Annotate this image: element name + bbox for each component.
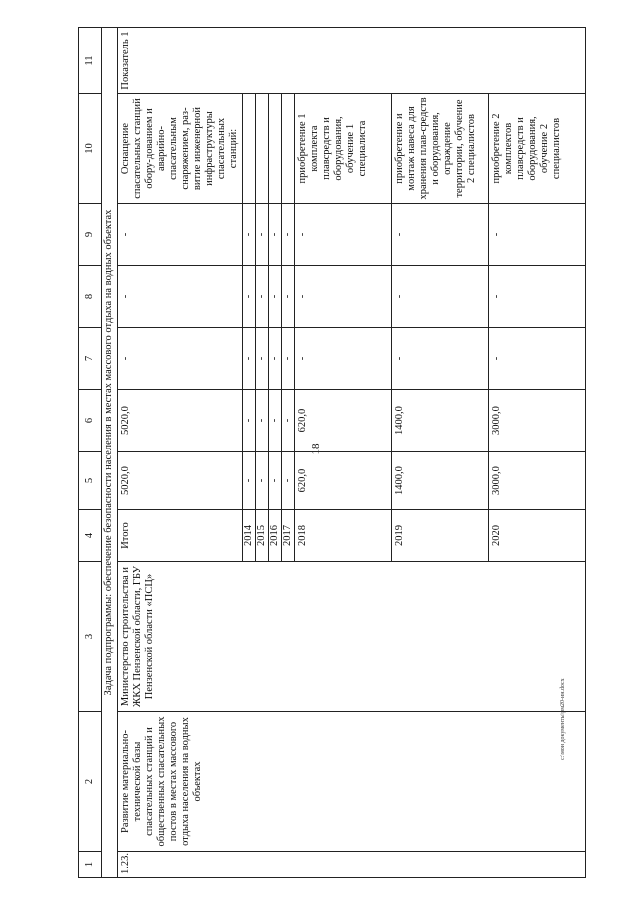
footer-file-path: c:\мои документы\рм20-ин.docx — [560, 678, 566, 760]
value-cell: - — [295, 204, 392, 266]
col-header: 1 — [79, 852, 102, 878]
value-cell: - — [269, 390, 282, 452]
task-title: Задача подпрограммы: обеспечение безопасности населения в местах массового отдыха на водных объектах — [102, 28, 118, 878]
value-cell: - — [243, 328, 256, 390]
value-cell: - — [256, 390, 269, 452]
value-cell: - — [269, 328, 282, 390]
measure-name: Развитие материально-технической базы спасательных станций и общественных спасательных постов в местах массового отдыха населения на водных объектах — [118, 712, 586, 852]
task-row — [102, 28, 118, 878]
value-cell: - — [282, 204, 295, 266]
page-number: 18 — [310, 443, 322, 455]
year-cell: 2017 — [282, 510, 295, 562]
col-header: 3 — [79, 562, 102, 712]
value-cell: - — [282, 452, 295, 510]
value-cell: - — [295, 328, 392, 390]
table-row-total — [118, 28, 243, 878]
header-row — [79, 28, 102, 878]
value-cell: - — [282, 390, 295, 452]
col-header: 5 — [79, 452, 102, 510]
col-header: 6 — [79, 390, 102, 452]
value-cell: - — [256, 204, 269, 266]
year-cell: 2019 — [392, 510, 489, 562]
value-cell: 5020,0 — [118, 390, 243, 452]
value-cell: - — [392, 204, 489, 266]
result-cell: приобретение 1 комплекта плавсредств и оборудования, обучение 1 специалиста — [295, 94, 392, 204]
value-cell: 620,0 — [295, 390, 392, 452]
rotated-table-wrapper — [78, 28, 594, 878]
year-cell: 2014 — [243, 510, 256, 562]
value-cell: - — [282, 266, 295, 328]
value-cell: - — [256, 452, 269, 510]
program-table — [78, 27, 586, 878]
value-cell: - — [269, 266, 282, 328]
value-cell: - — [118, 204, 243, 266]
value-cell: 3000,0 — [489, 452, 586, 510]
value-cell: - — [256, 266, 269, 328]
year-cell: 2018 — [295, 510, 392, 562]
value-cell: - — [489, 266, 586, 328]
value-cell: - — [295, 266, 392, 328]
value-cell: 620,0 — [295, 452, 392, 510]
value-cell: 1400,0 — [392, 390, 489, 452]
result-cell: Оснащение спасательных станций обору-дованием и аварийно-спасательным снаряжением, раз-витие инженерной инфраструктуры спасательных станций: — [118, 94, 243, 204]
year-cell: 2020 — [489, 510, 586, 562]
value-cell: - — [392, 266, 489, 328]
result-cell: приобретение 2 комплектов плавсредств и оборудования, обучение 2 специалистов — [489, 94, 586, 204]
value-cell: - — [118, 328, 243, 390]
result-cell — [256, 94, 269, 204]
value-cell: - — [243, 266, 256, 328]
col-header: 10 — [79, 94, 102, 204]
result-cell: приобретение и монтаж навеса для хранения плав-средств и оборудования, ограждение территории, обучение 2 специалистов — [392, 94, 489, 204]
value-cell: - — [243, 204, 256, 266]
value-cell: - — [489, 204, 586, 266]
value-cell: - — [392, 328, 489, 390]
executor: Министерство строительства и ЖКХ Пензенской области, ГБУ Пензенской области «ПСЦ» — [118, 562, 586, 712]
value-cell: - — [243, 390, 256, 452]
value-cell: 5020,0 — [118, 452, 243, 510]
value-cell: - — [489, 328, 586, 390]
col-header: 4 — [79, 510, 102, 562]
value-cell: - — [282, 328, 295, 390]
value-cell: - — [269, 204, 282, 266]
result-cell — [243, 94, 256, 204]
result-cell — [269, 94, 282, 204]
year-cell: Итого — [118, 510, 243, 562]
col-header: 2 — [79, 712, 102, 852]
value-cell: 1400,0 — [392, 452, 489, 510]
row-number: 1.23. — [118, 852, 586, 878]
col-header: 9 — [79, 204, 102, 266]
value-cell: 3000,0 — [489, 390, 586, 452]
value-cell: - — [243, 452, 256, 510]
col-header: 8 — [79, 266, 102, 328]
col-header: 7 — [79, 328, 102, 390]
value-cell: - — [269, 452, 282, 510]
year-cell: 2016 — [269, 510, 282, 562]
year-cell: 2015 — [256, 510, 269, 562]
value-cell: - — [256, 328, 269, 390]
indicator: Показатель 1 — [118, 28, 586, 94]
col-header: 11 — [79, 28, 102, 94]
result-cell — [282, 94, 295, 204]
value-cell: - — [118, 266, 243, 328]
